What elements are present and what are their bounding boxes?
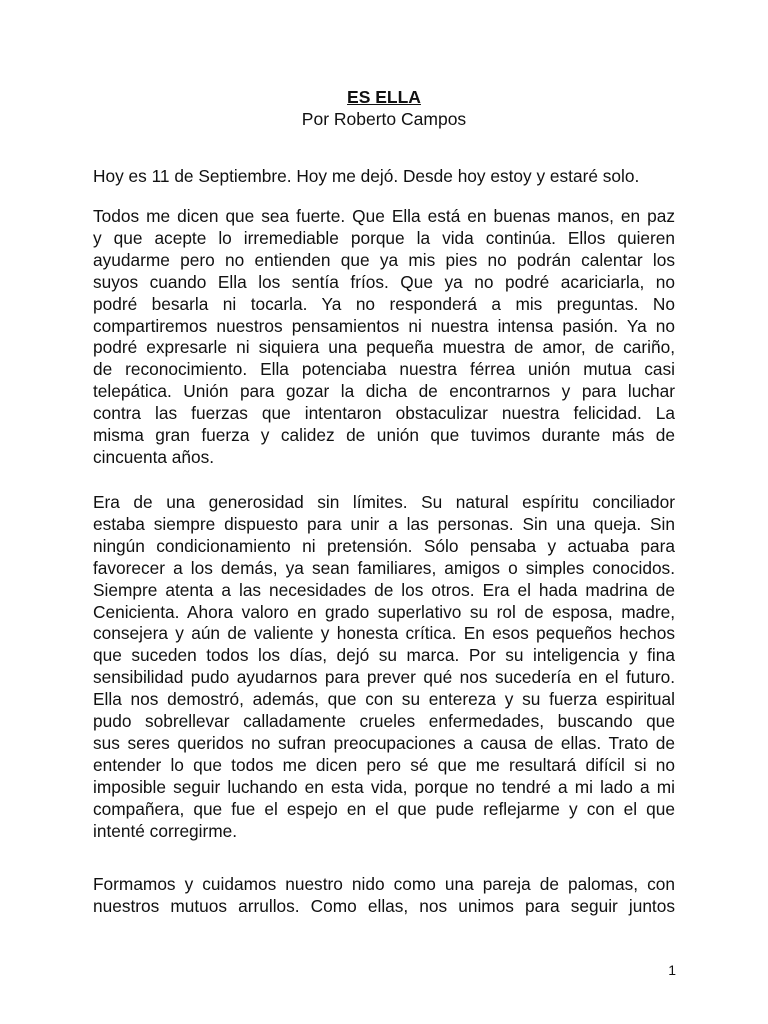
text-line: suyos cuando Ella los sentía fríos. Que ya no podré acariciarla, no (93, 271, 675, 292)
text-line: estaba siempre dispuesto para unir a las personas. Sin una queja. Sin (93, 513, 675, 534)
text-line: podré besarla ni tocarla. Ya no responderá a mis preguntas. No (93, 293, 675, 314)
text-line: Hoy es 11 de Septiembre. Hoy me dejó. Desde hoy estoy y estaré solo. (93, 166, 640, 186)
page-number: 1 (668, 962, 676, 978)
text-line: compartiremos nuestros pensamientos ni nuestra intensa pasión. Ya no (93, 315, 675, 336)
text-line: pudo sobrellevar calladamente crueles enfermedades, buscando que (93, 711, 675, 732)
text-line: ningún condicionamiento ni pretensión. Sólo pensaba y actuaba para (93, 535, 675, 556)
document-title: ES ELLA (347, 87, 421, 107)
text-line: nuestros mutuos arrullos. Como ellas, nos unimos para seguir juntos (93, 895, 675, 916)
text-line: Cenicienta. Ahora valoro en grado superlativo su rol de esposa, madre, (93, 601, 675, 622)
text-line: cincuenta años. (93, 446, 215, 467)
text-line: Ella nos demostró, además, que con su entereza y su fuerza espiritual (93, 689, 675, 710)
text-line: de reconocimiento. Ella potenciaba nuestra férrea unión mutua casi (93, 359, 675, 380)
paragraph-3 (93, 492, 675, 843)
paragraph-1 (93, 166, 675, 188)
text-line: contra las fuerzas que intentaron obstaculizar nuestra felicidad. La (93, 403, 675, 424)
text-line: que suceden todos los días, dejó su marca. Por su inteligencia y fina (93, 645, 675, 666)
text-line: consejera y aún de valiente y honesta crítica. En esos pequeños hechos (93, 623, 675, 644)
text-line: y que acepte lo irremediable porque la vida continúa. Ellos quieren (93, 227, 675, 248)
text-line: imposible seguir luchando en esta vida, porque no tendré a mi lado a mi (93, 776, 675, 797)
text-line: Formamos y cuidamos nuestro nido como una pareja de palomas, con (93, 874, 675, 894)
text-line: Siempre atenta a las necesidades de los otros. Era el hada madrina de (93, 579, 675, 600)
text-line: Todos me dicen que sea fuerte. Que Ella está en buenas manos, en paz (93, 206, 675, 226)
text-line: Era de una generosidad sin límites. Su natural espíritu conciliador (93, 492, 675, 512)
text-line: entender lo que todos me dicen pero sé que me resultará difícil si no (93, 754, 675, 775)
text-line: sensibilidad pudo ayudarnos para prever qué nos sucedería en el futuro. (93, 667, 675, 688)
text-line: favorecer a los demás, ya sean familiares, amigos o simples conocidos. (93, 557, 675, 578)
paragraph-2 (93, 206, 675, 469)
paragraph-4 (93, 874, 675, 918)
author-byline: Por Roberto Campos (301, 109, 467, 129)
text-line: misma gran fuerza y calidez de unión que tuvimos durante más de (93, 425, 675, 446)
text-line: sus seres queridos no sufran preocupaciones a causa de ellas. Trato de (93, 732, 675, 753)
text-line: telepática. Unión para gozar la dicha de encontrarnos y para luchar (93, 381, 675, 402)
text-line: intenté corregirme. (93, 820, 238, 841)
text-line: podré expresarle ni siquiera una pequeña muestra de amor, de cariño, (93, 337, 675, 358)
text-line: compañera, que fue el espejo en el que pude reflejarme y con el que (93, 798, 675, 819)
text-line: ayudarme pero no entienden que ya mis pies no podrán calentar los (93, 249, 675, 270)
